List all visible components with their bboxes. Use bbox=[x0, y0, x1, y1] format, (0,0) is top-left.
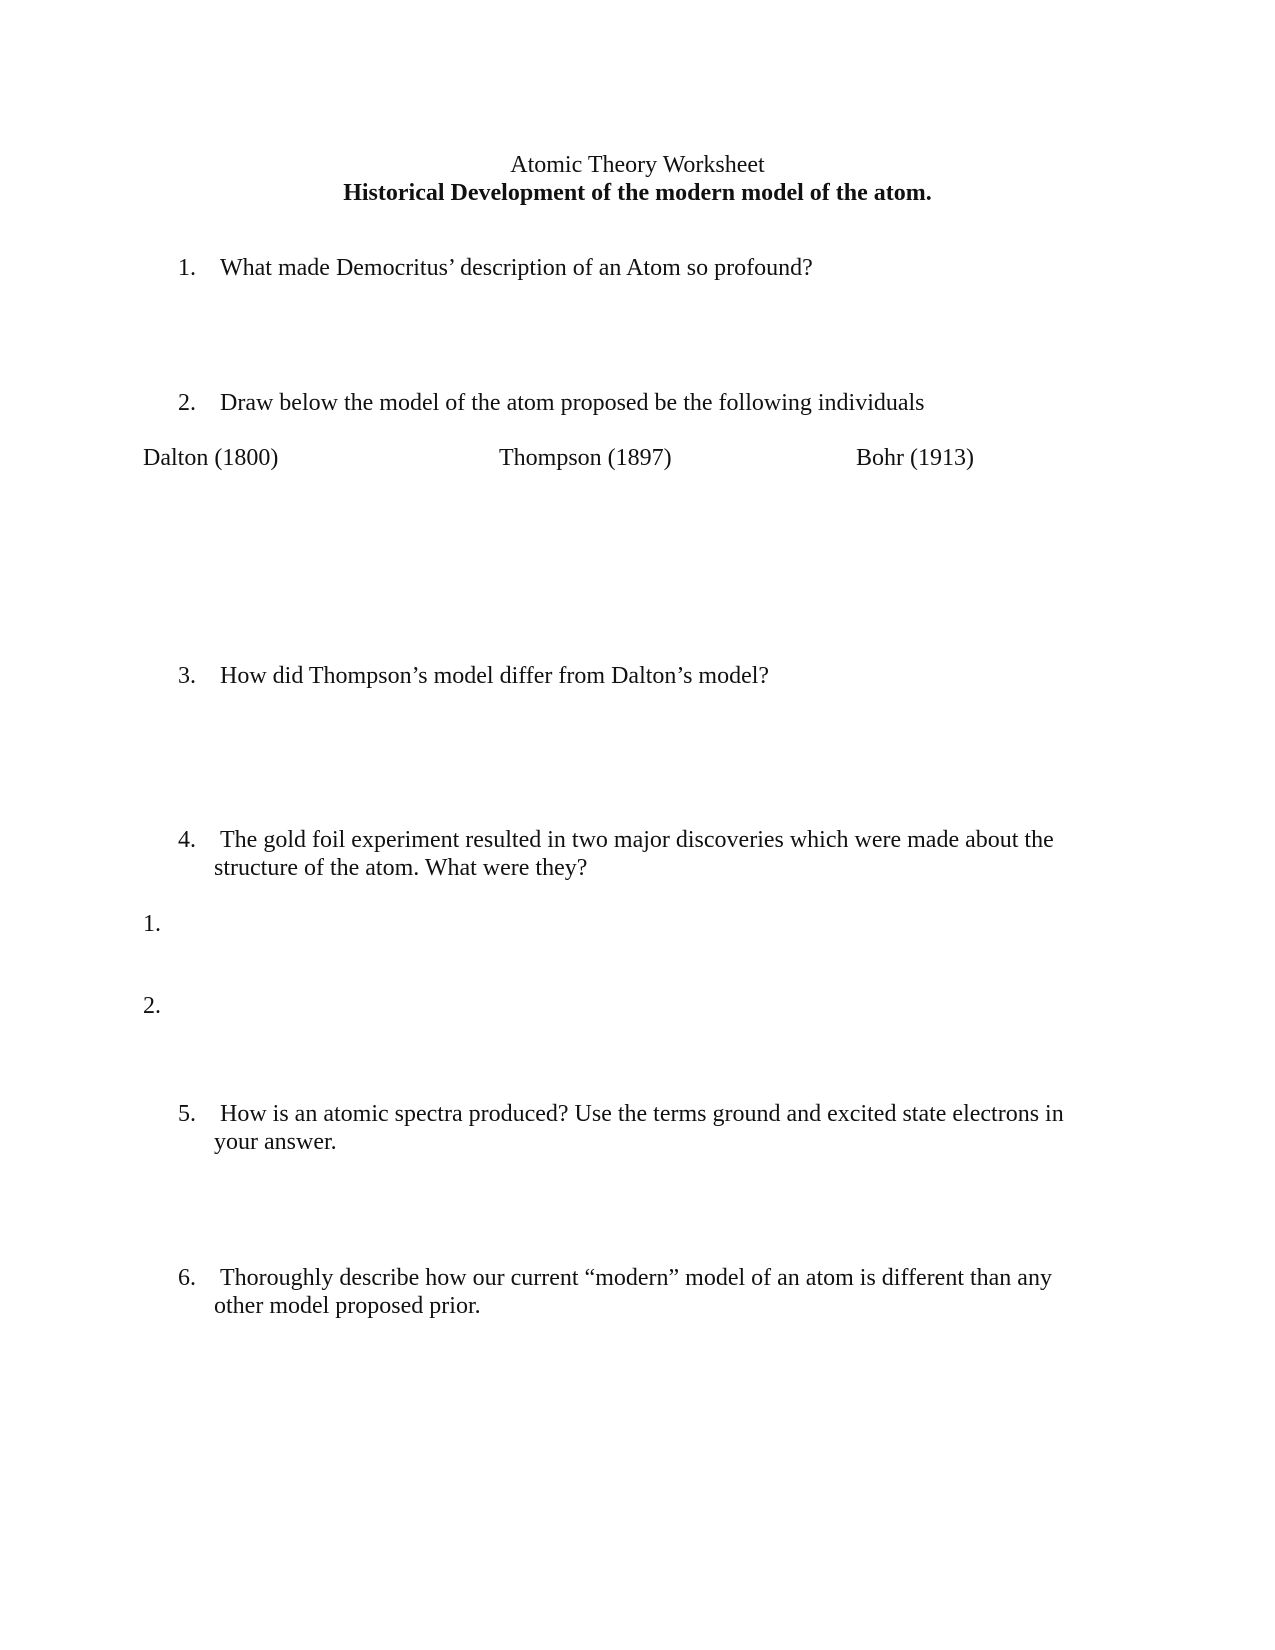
discovery-2-label: 2. bbox=[143, 993, 161, 1019]
question-2-number: 2. bbox=[178, 390, 196, 416]
question-2-text: Draw below the model of the atom proposed be the following individuals bbox=[220, 390, 925, 416]
question-4-text-line-1: The gold foil experiment resulted in two major discoveries which were made about the bbox=[220, 827, 1054, 853]
model-label-thompson: Thompson (1897) bbox=[499, 445, 672, 471]
question-1-number: 1. bbox=[178, 255, 196, 281]
question-5-text-line-2: your answer. bbox=[214, 1129, 337, 1155]
discovery-1-label: 1. bbox=[143, 911, 161, 937]
worksheet-title: Atomic Theory Worksheet bbox=[510, 152, 765, 178]
model-label-dalton: Dalton (1800) bbox=[143, 445, 279, 471]
question-6-text-line-1: Thoroughly describe how our current “modern” model of an atom is different than any bbox=[220, 1265, 1052, 1291]
question-6-text-line-2: other model proposed prior. bbox=[214, 1293, 481, 1319]
model-label-bohr: Bohr (1913) bbox=[856, 445, 974, 471]
question-4-number: 4. bbox=[178, 827, 196, 853]
question-6-number: 6. bbox=[178, 1265, 196, 1291]
question-3-number: 3. bbox=[178, 663, 196, 689]
question-5-number: 5. bbox=[178, 1101, 196, 1127]
question-5-text-line-1: How is an atomic spectra produced? Use the terms ground and excited state electrons in bbox=[220, 1101, 1064, 1127]
question-3-text: How did Thompson’s model differ from Dalton’s model? bbox=[220, 663, 770, 689]
worksheet-subtitle: Historical Development of the modern model of the atom. bbox=[343, 180, 932, 206]
question-1-text: What made Democritus’ description of an Atom so profound? bbox=[220, 255, 813, 281]
question-4-text-line-2: structure of the atom. What were they? bbox=[214, 855, 588, 881]
